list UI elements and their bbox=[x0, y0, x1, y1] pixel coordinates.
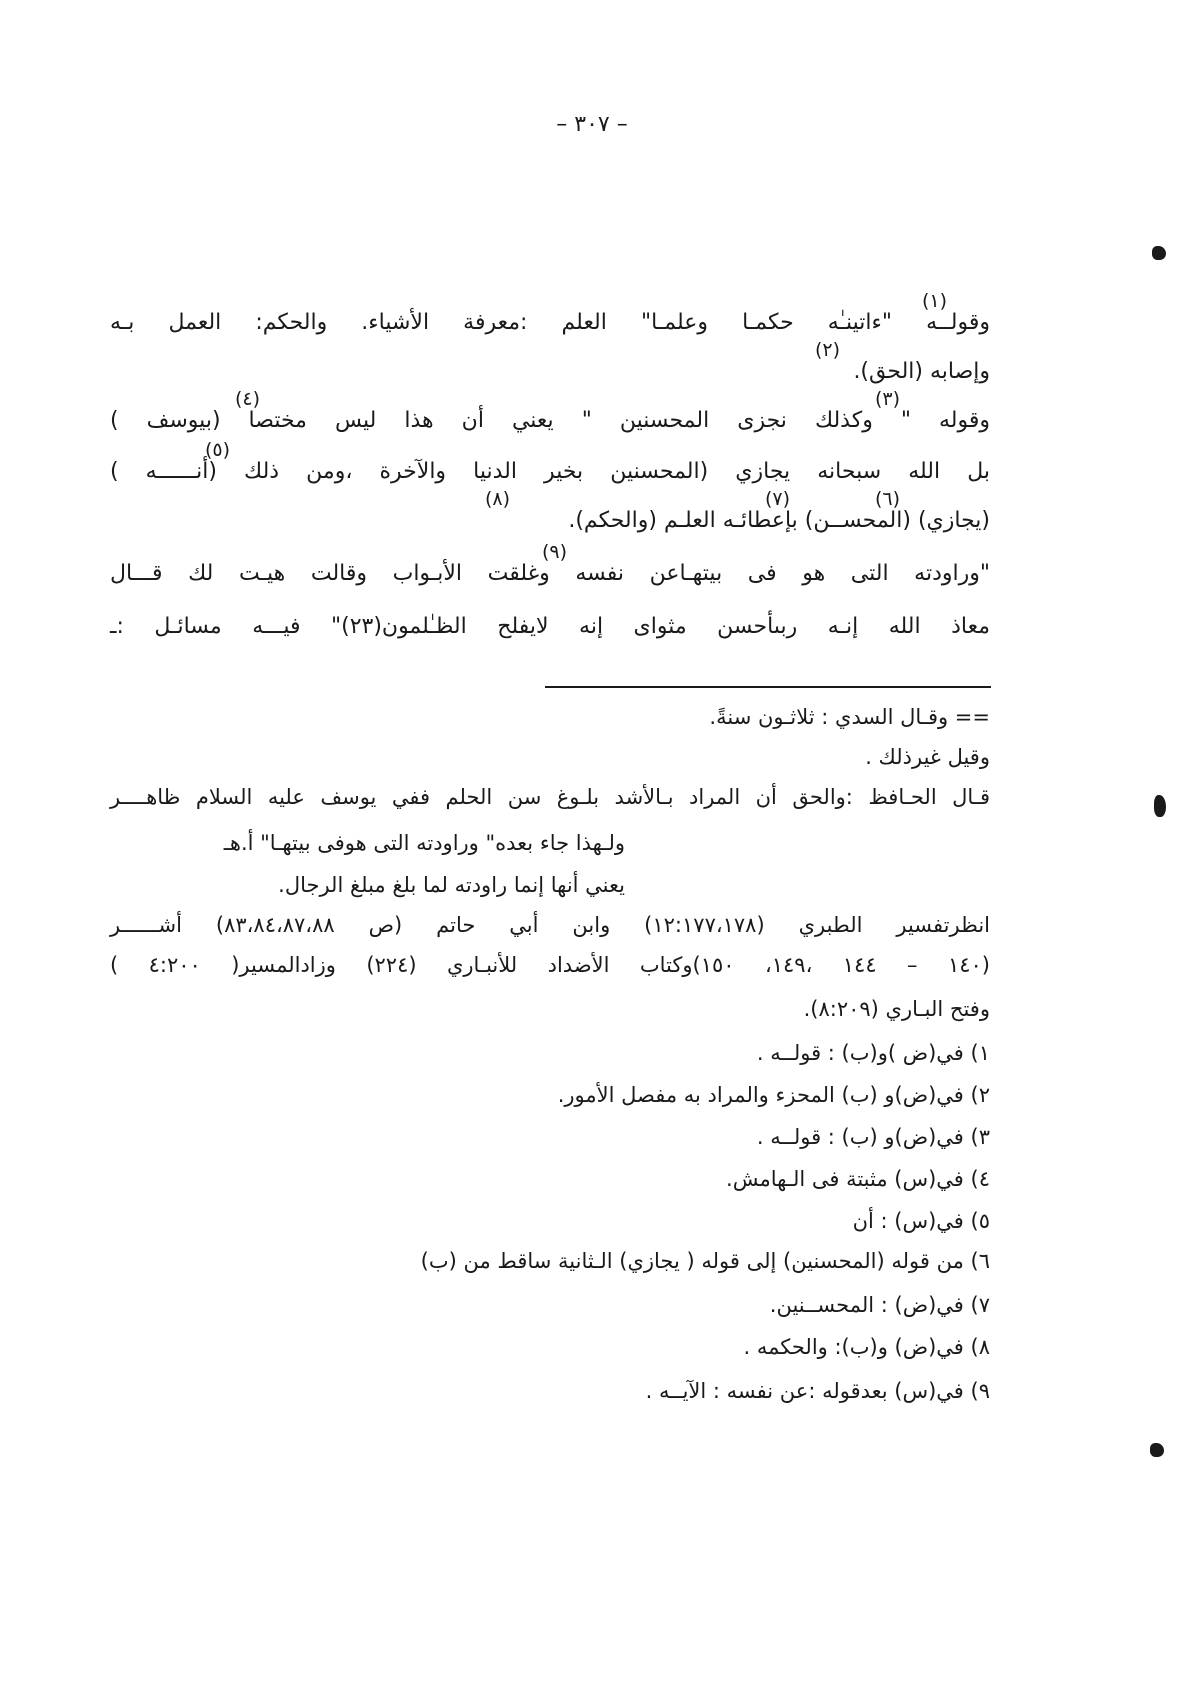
scan-blot bbox=[1154, 795, 1166, 817]
text-line: وقوله " وكذلك نجزى المحسنين " يعني أن هذا ليس مختصا (بيوسف ) bbox=[110, 408, 990, 433]
text-line: بل الله سبحانه يجازي (المحسنين بخير الدنيا والآخرة ،ومن ذلك (أنــــــه ) bbox=[110, 459, 990, 484]
footnote-markers: (٨) (٧) (٦) bbox=[485, 488, 901, 510]
text-line: "وراودته التى هو فى بيتهـاعن نفسه وغلقت الأبـواب وقالت هيـت لك قـــال bbox=[110, 561, 990, 586]
footnote-line: قـال الحـافظ :والحق أن المراد بـالأشد بلـوغ سن الحلم ففي يوسف عليه السلام ظاهــــر bbox=[110, 785, 990, 809]
footnote-line: ٢) في(ض)و (ب) المحزء والمراد به مفصل الأمور. bbox=[557, 1083, 990, 1107]
footnote-line: انظرتفسير الطبري (١٢:١٧٧،١٧٨) وابن أبي حاتم (ص ٨٣،٨٤،٨٧،٨٨) أشــــــر bbox=[110, 913, 990, 937]
footnote-separator bbox=[545, 686, 991, 688]
text-line: معاذ الله إنـه ربىأحسن مثواى إنه لايفلح الظـٰلمون(٢٣)" فيـــه مسائـل :ـ bbox=[110, 614, 990, 639]
footnote-line: يعني أنها إنما راودته لما بلغ مبلغ الرجال. bbox=[278, 873, 625, 897]
footnote-line: ٧) في(ض) : المحســنين. bbox=[769, 1293, 990, 1317]
scan-blot bbox=[1152, 246, 1166, 260]
scan-blot bbox=[1150, 1443, 1164, 1457]
footnote-line: ٣) في(ض)و (ب) : قولــه . bbox=[756, 1125, 990, 1149]
footnote-line: ٨) في(ض) و(ب): والحكمه . bbox=[743, 1335, 990, 1359]
footnote-line: ولـهذا جاء بعده" وراودته التى هوفى بيتهـا" أ.هـ bbox=[223, 831, 625, 855]
footnote-line: ٩) في(س) بعدقوله :عن نفسه : الآيــه . bbox=[645, 1379, 990, 1403]
footnote-markers: (٩) bbox=[542, 541, 568, 563]
footnote-markers: (٤) (٣) bbox=[235, 388, 901, 410]
main-text bbox=[110, 290, 990, 639]
text-line: وقولــه "ءاتينـٰه حكمـا وعلمـا" العلم :معرفة الأشياء. والحكم: العمل بـه bbox=[110, 310, 990, 335]
footnote-line: ٦) من قوله (المحسنين) إلى قوله ( يجازي) الـثانية ساقط من (ب) bbox=[420, 1249, 990, 1273]
footnote-line: وقيل غيرذلك . bbox=[865, 745, 990, 769]
text-line: وإصابه (الحق). bbox=[853, 359, 990, 384]
footnote-markers: (١) bbox=[922, 290, 948, 312]
footnote-line: وفتح البـاري (٨:٢٠٩). bbox=[803, 997, 990, 1021]
text-line: (يجازي) (المحســن) بإعطائـه العلـم (والحكم). bbox=[568, 508, 990, 533]
footnote-line: == وقـال السدي : ثلاثـون سنةً. bbox=[709, 705, 990, 729]
footnote-markers: (٢) bbox=[815, 339, 841, 361]
footnotes bbox=[110, 705, 990, 1421]
footnote-line: ١) في(ض )و(ب) : قولــه . bbox=[756, 1041, 990, 1065]
footnote-line: ٥) في(س) : أن bbox=[852, 1209, 990, 1233]
page-number: – ٣٠٧ – bbox=[556, 112, 628, 137]
footnote-line: (١٤٠ – ١٤٤ ،١٤٩، ١٥٠)وكتاب الأضداد للأنبـاري (٢٢٤) وزادالمسير( ٤:٢٠٠ ) bbox=[110, 953, 990, 977]
footnote-line: ٤) في(س) مثبتة فى الـهامش. bbox=[726, 1167, 990, 1191]
footnote-markers: (٥) bbox=[205, 439, 231, 461]
